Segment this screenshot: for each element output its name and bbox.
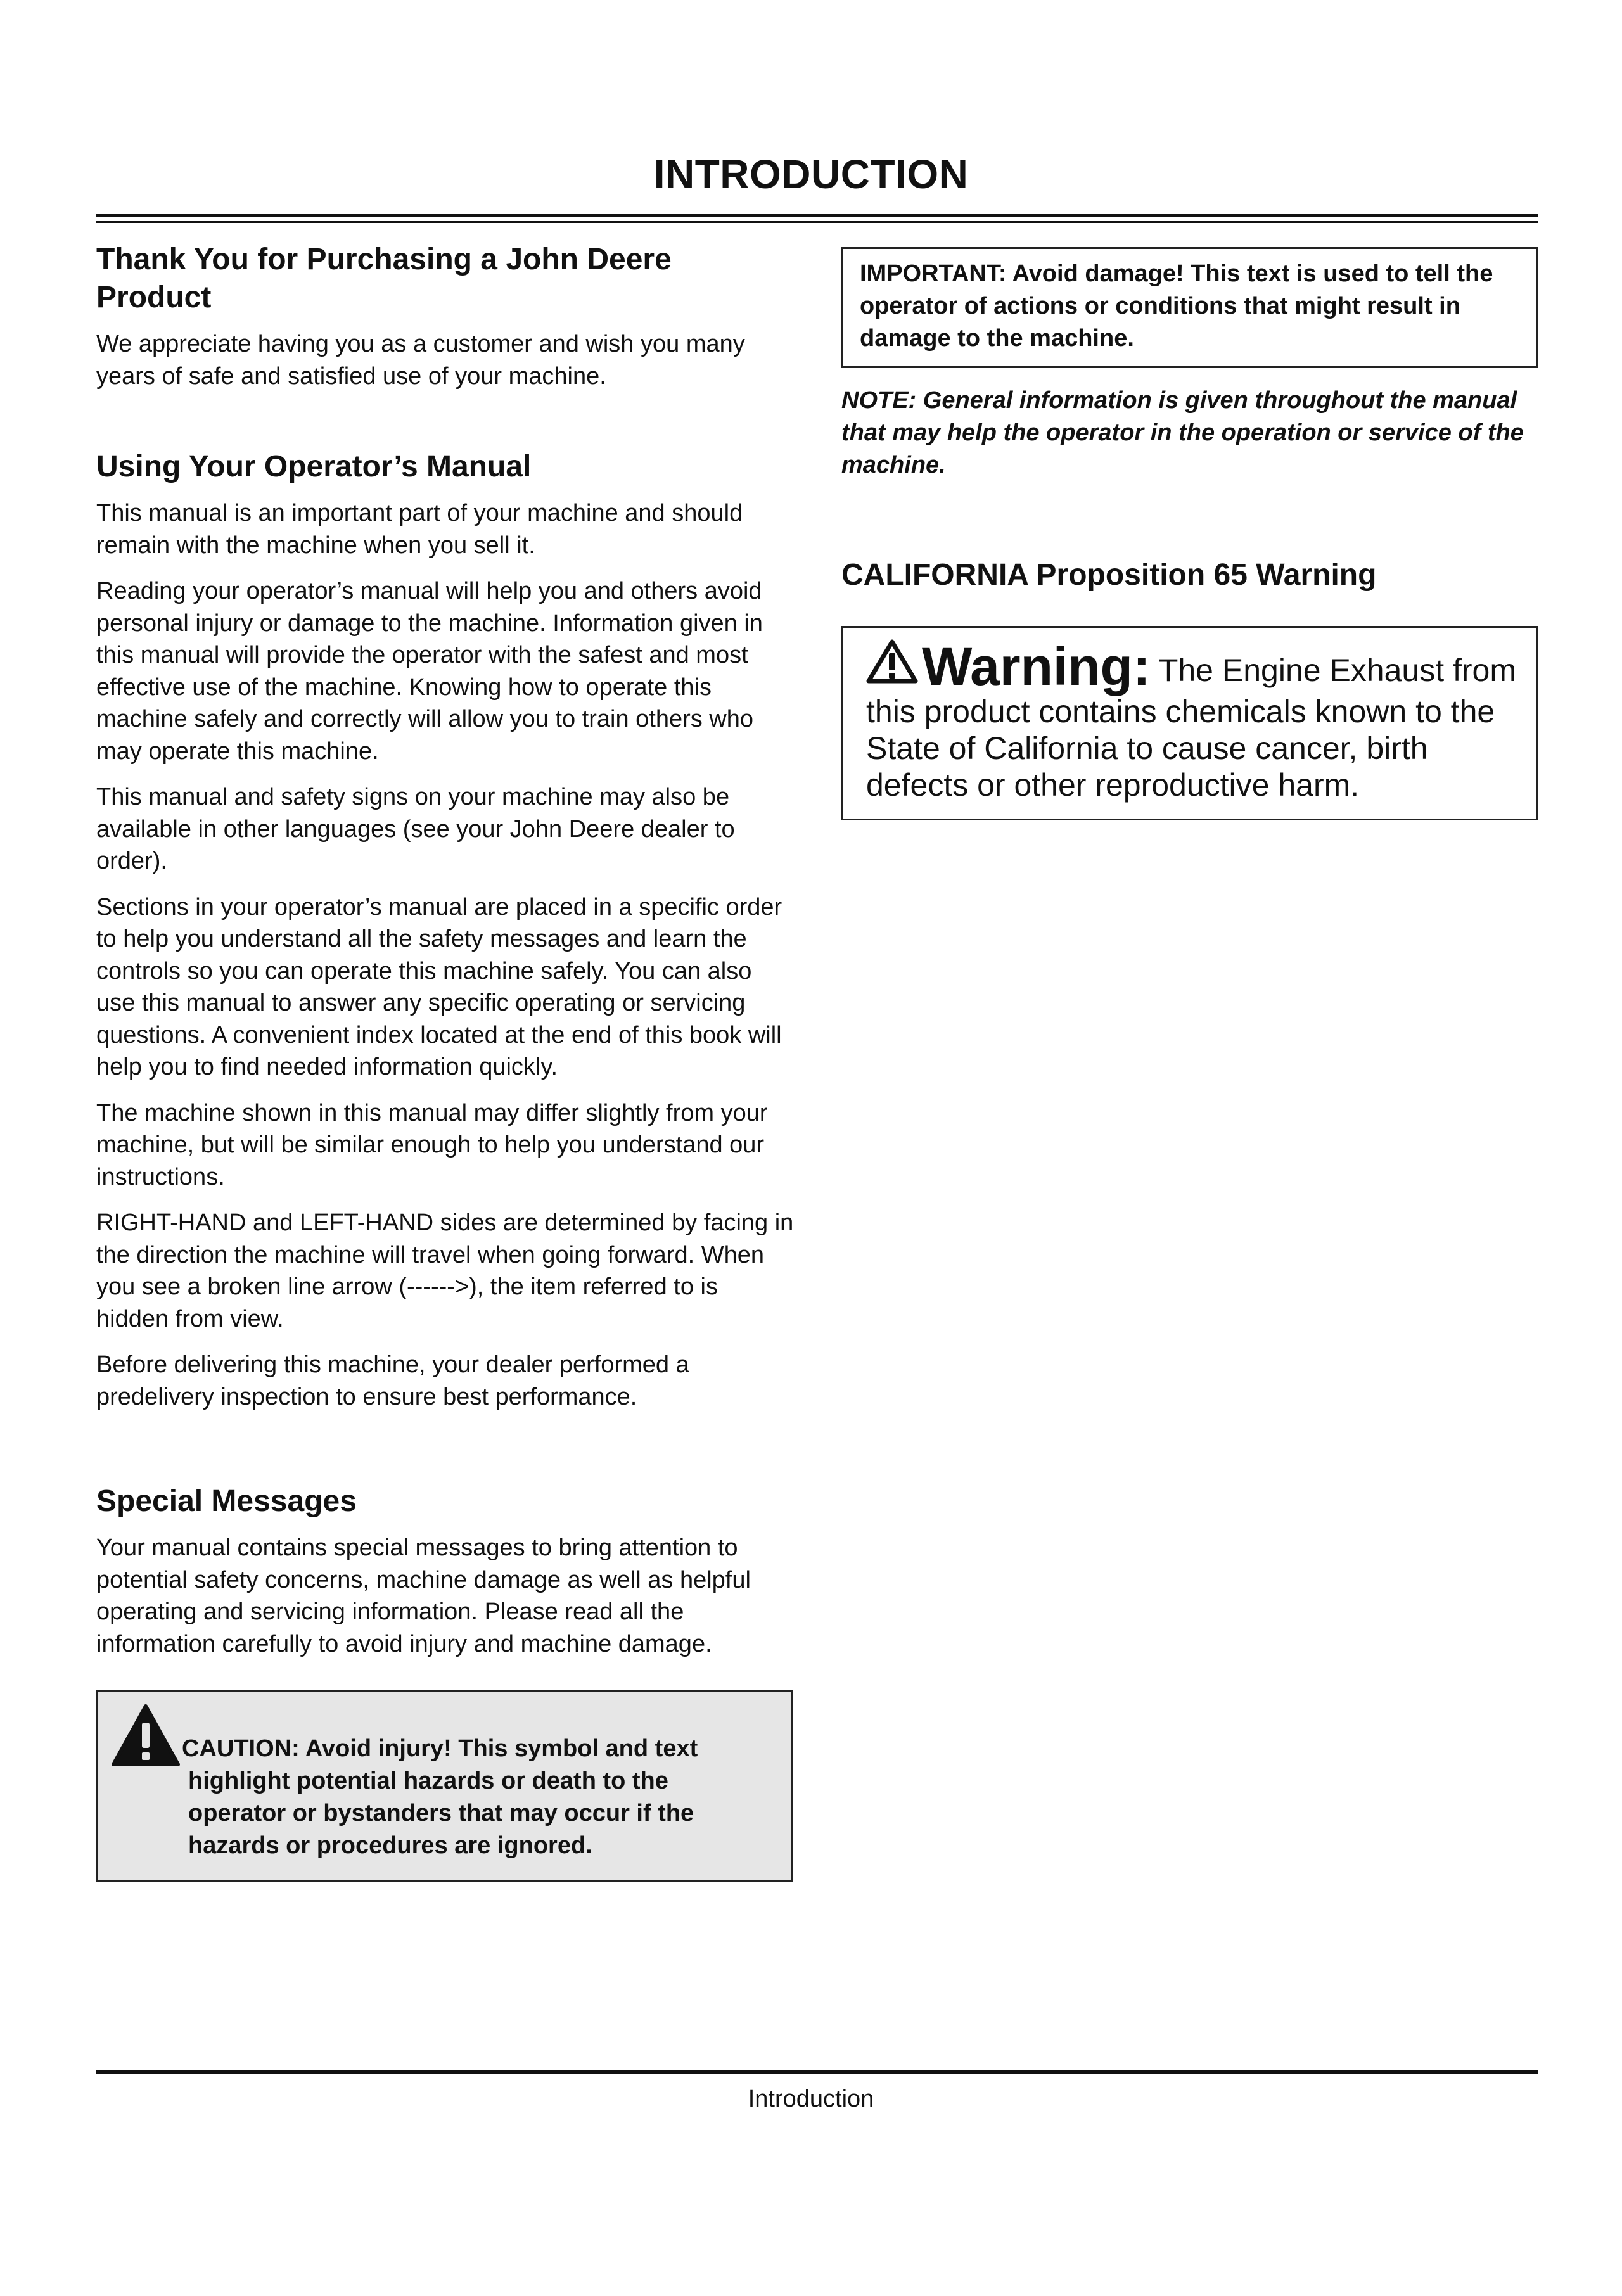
using-manual-paragraph: RIGHT-HAND and LEFT-HAND sides are determined by facing in the direction the machine will travel when going forward. When you see a broken line arrow (------>), the item referred to is hidden from view.	[96, 1209, 794, 1332]
warning-word: Warning:	[922, 637, 1151, 696]
footer-rule	[96, 2070, 1538, 2074]
using-manual-paragraph: This manual is an important part of your machine and should remain with the machine when you sell it.	[96, 500, 743, 559]
using-manual-paragraph: Reading your operator’s manual will help you and others avoid personal injury or damage to the machine. Information given in this manual will provide the operator with the safest and most effective use of the machine. Knowing how to operate this machine safely and correctly will allow you to train others who may operate this machine.	[96, 578, 763, 765]
warning-triangle-icon	[111, 1704, 181, 1767]
using-manual-paragraph: The machine shown in this manual may differ slightly from your machine, but will be similar enough to help you understand our instructions.	[96, 1099, 768, 1190]
thank-you-section	[96, 241, 795, 392]
right-column	[841, 247, 1538, 820]
using-manual-heading: Using Your Operator’s Manual	[96, 450, 532, 483]
warning-body: The Engine Exhaust from this product contains chemicals known to the State of California to cause cancer, birth defects or other reproductive harm.	[866, 653, 1517, 803]
left-column	[96, 241, 795, 1882]
thank-you-heading: Thank You for Purchasing a John Deere Product	[96, 243, 672, 314]
header-rule	[96, 214, 1538, 217]
using-manual-paragraph: Before delivering this machine, your dealer performed a predelivery inspection to ensure best performance.	[96, 1351, 689, 1410]
using-manual-section	[96, 448, 795, 1413]
special-messages-body: Your manual contains special messages to bring attention to potential safety concerns, machine damage as well as helpful operating and servicing information. Please read all the information carefully to avoid injury and machine damage.	[96, 1534, 751, 1657]
warning-triangle-icon	[866, 639, 918, 684]
using-manual-paragraph: Sections in your operator’s manual are placed in a specific order to help you understand all the safety messages and learn the controls so you can operate this machine safely. You can also use this manual to answer any specific operating or servicing questions. A convenient index located at the end of this book will help you to find needed information quickly.	[96, 893, 782, 1080]
important-box	[841, 247, 1538, 368]
important-text: IMPORTANT: Avoid damage! This text is used to tell the operator of actions or conditions that might result in damage to the machine.	[860, 260, 1493, 352]
using-manual-paragraph: This manual and safety signs on your machine may also be available in other languages (see your John Deere dealer to order).	[96, 784, 735, 874]
california-heading: CALIFORNIA Proposition 65 Warning	[841, 558, 1377, 592]
special-messages-heading: Special Messages	[96, 1484, 357, 1518]
page-footer: Introduction	[748, 2086, 874, 2112]
page-title: INTRODUCTION	[653, 151, 969, 197]
thank-you-body: We appreciate having you as a customer and wish you many years of safe and satisfied use of your machine.	[96, 331, 745, 390]
header-rule-thin	[96, 221, 1538, 223]
note-text: NOTE: General information is given throughout the manual that may help the operator in the operation or service of the machine.	[841, 387, 1524, 478]
special-messages-section	[96, 1483, 795, 1882]
prop65-warning-box	[841, 626, 1538, 820]
prop65-warning-text	[866, 639, 1517, 803]
caution-box	[96, 1690, 793, 1882]
caution-text: CAUTION: Avoid injury! This symbol and text highlight potential hazards or death to the operator or bystanders that may occur if the hazards or procedures are ignored.	[182, 1735, 698, 1859]
